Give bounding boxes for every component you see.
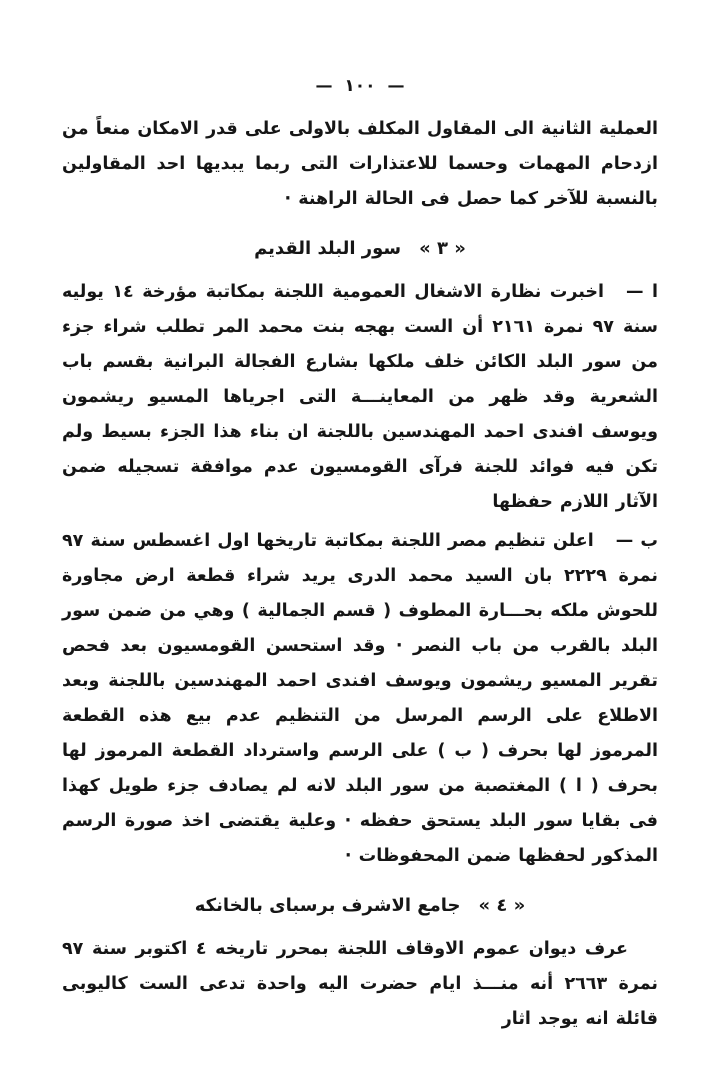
section-number: « ٤ » [478, 895, 526, 916]
item-label: ا — [626, 282, 659, 302]
section-title: سور البلد القديم [254, 238, 402, 259]
intro-paragraph: العملية الثانية الى المقاول المكلف بالاولى على قدر الامكان منعاً من ازدحام المهمات وحسما للاعتذارات التى ربما يبديها احد المقاولين بالنسبة للآخر كما حصل فى الحالة الراهنة · [62, 119, 658, 209]
item-text: اعلن تنظيم مصر اللجنة بمكاتبة تاريخها اول اغسطس سنة ٩٧ نمرة ٢٢٢٩ بان السيد محمد الدرى يريد شراء قطعة ارض مجاورة للحوش ملكه بحـــارة المطوف ( قسم الجمالية ) وهي من ضمن سور البلد بالقرب من باب النصر · وقد استحسن القومسيون بعد فحص تقرير المسيو ريشمون ويوسف افندى احمد المهندسين باللجنة وبعد الاطلاع على الرسم المرسل من التنظيم عدم بيع هذه القطعة المرموز لها بحرف ( ب ) على الرسم واسترداد القطعة المرموز لها بحرف ( ا ) المغتصبة من سور البلد لانه لم يصادف جزء طويل كهذا فى بقايا سور البلد يستحق حفظه · وعلية يقتضى اخذ صورة الرسم المذكور لحفظها ضمن المحفوظات · [62, 531, 658, 866]
page-number: — ١٠٠ — [315, 76, 405, 96]
paragraph-item-a [62, 275, 658, 520]
section-title: جامع الاشرف برسباى بالخانكه [194, 895, 461, 916]
item-label: ب — [615, 531, 658, 551]
section-heading-4 [62, 890, 658, 922]
item-text: عرف ديوان عموم الاوقاف اللجنة بمحرر تاريخه ٤ اكتوبر سنة ٩٧ نمرة ٢٦٦٣ أنه منـــذ ايام حضرت اليه واحدة تدعى الست كاليوبى قائلة انه يوجد اثار [62, 939, 658, 1029]
paragraph-awqaf [62, 932, 658, 1037]
section-heading-3 [62, 233, 658, 265]
paragraph-item-b [62, 524, 658, 874]
section-number: « ٣ » [419, 238, 466, 259]
item-text: اخبرت نظارة الاشغال العمومية اللجنة بمكاتبة مؤرخة ١٤ يوليه سنة ٩٧ نمرة ٢١٦١ أن الست بهجه بنت محمد المر تطلب شراء جزء من سور البلد الكائن خلف ملكها بشارع الفجالة البرانية بقسم باب الشعرية وقد ظهر من المعاينـــة التى اجرياها المسيو ريشمون ويوسف افندى احمد المهندسين باللجنة ان بناء هذا الجزء بسيط ولم تكن فيه فوائد للجنة فرآى القومسيون عدم موافقة تسجيله ضمن الآثار اللازم حفظها [62, 282, 658, 512]
